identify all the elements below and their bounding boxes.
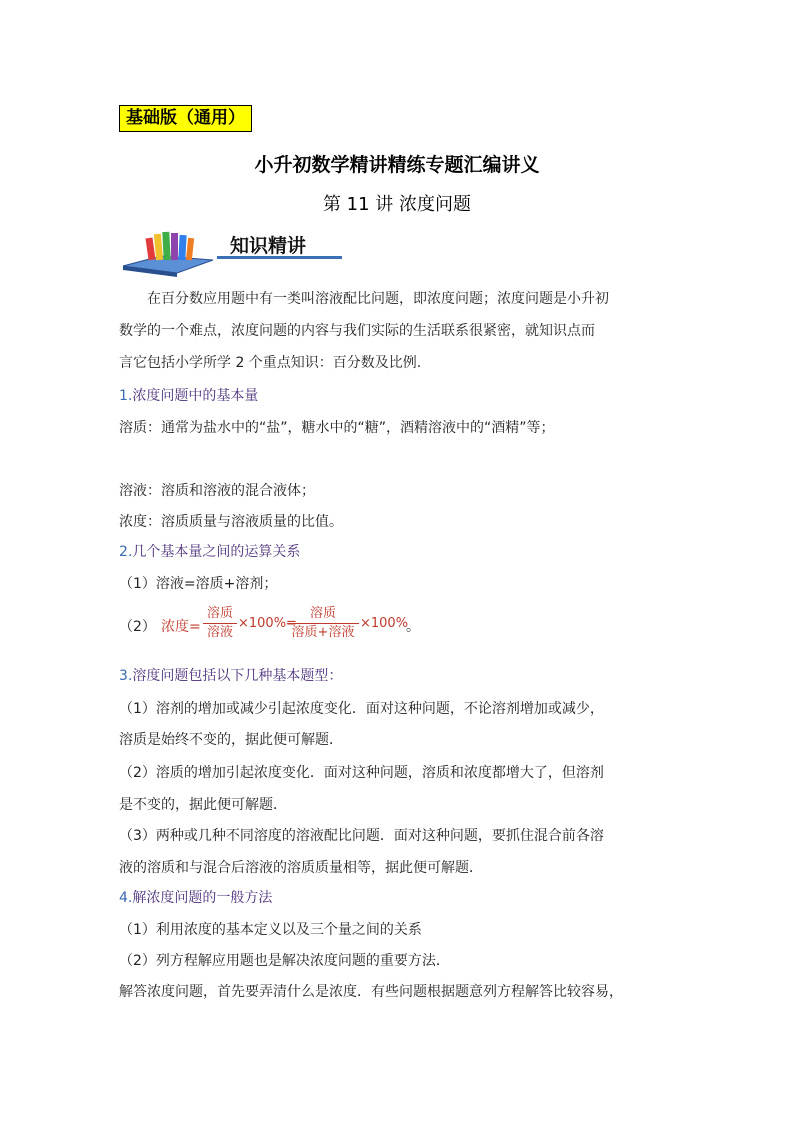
body-line: 浓度：溶质质量与溶液质量的比值。: [119, 514, 343, 530]
fraction-denominator: 溶液: [206, 625, 233, 640]
section-heading: [119, 541, 679, 561]
intro-line: 言它包括小学所学 2 个重点知识：百分数及比例.: [119, 355, 422, 371]
formula-end: 。: [406, 619, 420, 635]
fraction-1: [203, 606, 237, 641]
intro-line: 在百分数应用题中有一类叫溶液配比问题，即浓度问题；浓度问题是小升初: [147, 291, 609, 307]
section-heading: [119, 665, 679, 685]
body-line: （3）两种或几种不同溶度的溶液配比问题．面对这种问题，要抓住混合前各溶: [119, 828, 604, 844]
formula-prefix: （2）: [119, 619, 156, 635]
section-heading-text: 解浓度问题的一般方法: [132, 890, 273, 906]
formula-times-1: ×100%=: [238, 616, 297, 631]
concentration-formula: [119, 604, 679, 644]
section-number: 1.: [119, 388, 133, 404]
formula-lhs: 浓度=: [161, 619, 201, 635]
body-line: （1）溶液=溶质+溶剂；: [119, 576, 278, 592]
document-title: 小升初数学精讲精练专题汇编讲义: [254, 154, 540, 176]
body-line: （2）列方程解应用题也是解决浓度问题的重要方法．: [119, 953, 450, 969]
formula-times-2: ×100%: [360, 616, 409, 631]
body-line: 溶质是始终不变的，据此便可解题．: [119, 732, 343, 748]
fraction-numerator: 溶质: [287, 606, 359, 624]
body-line: （1）溶剂的增加或减少引起浓度变化．面对这种问题，不论溶剂增加或减少，: [119, 701, 604, 717]
lesson-title: 第 11 讲 浓度问题: [322, 194, 472, 215]
body-line: 液的溶质和与混合后溶液的溶质质量相等，据此便可解题．: [119, 860, 483, 876]
fraction-denominator: 溶质+溶液: [291, 625, 355, 640]
fraction-2: [287, 606, 359, 641]
section-banner-title: 知识精讲: [230, 235, 307, 257]
body-line: 溶液：溶质和溶液的混合液体；: [119, 483, 315, 499]
body-line: 溶质：通常为盐水中的“盐”，糖水中的“糖”，酒精溶液中的“酒精”等；: [119, 420, 555, 436]
section-heading: [119, 887, 679, 907]
section-heading: [119, 385, 679, 405]
section-heading-text: 浓度问题中的基本量: [132, 388, 259, 404]
fraction-numerator: 溶质: [203, 606, 237, 624]
section-heading-text: 几个基本量之间的运算关系: [132, 544, 301, 560]
edition-badge: 基础版（通用）: [119, 105, 252, 132]
section-heading-text: 溶度问题包括以下几种基本题型：: [132, 668, 343, 684]
body-line: （2）溶质的增加引起浓度变化．面对这种问题，溶质和浓度都增大了，但溶剂: [119, 765, 604, 781]
section-number: 3.: [119, 668, 133, 684]
section-number: 4.: [119, 890, 133, 906]
body-line: 解答浓度问题，首先要弄清什么是浓度．有些问题根据题意列方程解答比较容易，: [119, 984, 623, 1000]
intro-line: 数学的一个难点，浓度问题的内容与我们实际的生活联系很紧密，就知识点而: [119, 323, 595, 339]
body-line: （1）利用浓度的基本定义以及三个量之间的关系: [119, 922, 422, 938]
body-line: 是不变的，据此便可解题．: [119, 797, 287, 813]
section-number: 2.: [119, 544, 133, 560]
